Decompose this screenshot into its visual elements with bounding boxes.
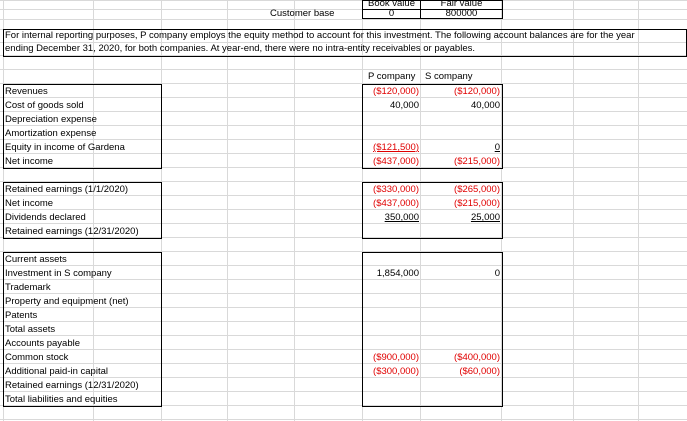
intro-line-2: ending December 31, 2020, for both companies. At year-end, there were no intra-entity receivables or payables.	[5, 43, 475, 54]
revenues-s-value[interactable]: ($120,000)	[454, 86, 500, 97]
row-label-total-liabilities-equities: Total liabilities and equities	[5, 394, 118, 405]
s-company-column-header: S company	[425, 71, 473, 82]
cogs-p-value[interactable]: 40,000	[389, 100, 419, 111]
row-label-amortization-expense: Amortization expense	[5, 128, 97, 139]
row-label-investment-in-s: Investment in S company	[5, 268, 112, 279]
row-label-total-assets: Total assets	[5, 324, 56, 335]
apic-p-value[interactable]: ($300,000)	[373, 366, 419, 377]
row-label-patents: Patents	[5, 310, 38, 321]
equity-income-p-value[interactable]: ($121,500)	[373, 142, 419, 153]
book-value-header: Book value	[367, 0, 415, 9]
net-income-s-value[interactable]: ($215,000)	[454, 156, 500, 167]
re-net-income-s-value[interactable]: ($215,000)	[454, 198, 500, 209]
common-stock-s-value[interactable]: ($400,000)	[454, 352, 500, 363]
row-label-property-equipment: Property and equipment (net)	[5, 296, 129, 307]
row-label-retained-earnings-bs: Retained earnings (12/31/2020)	[5, 380, 139, 391]
row-label-equity-in-income: Equity in income of Gardena	[5, 142, 125, 153]
customer-base-book-value[interactable]: 0	[388, 8, 395, 19]
intro-line-1: For internal reporting purposes, P company employs the equity method to account for this investment. The following account balances are for the year	[5, 30, 635, 41]
apic-s-value[interactable]: ($60,000)	[459, 366, 500, 377]
row-label-retained-earnings-ending: Retained earnings (12/31/2020)	[5, 226, 139, 237]
dividends-p-value[interactable]: 350,000	[384, 212, 419, 223]
equity-income-s-value[interactable]: 0	[494, 142, 500, 153]
net-income-p-value[interactable]: ($437,000)	[373, 156, 419, 167]
dividends-s-value[interactable]: 25,000	[470, 212, 500, 223]
row-label-common-stock: Common stock	[5, 352, 69, 363]
p-company-column-header: P company	[368, 71, 416, 82]
customer-base-fair-value[interactable]: 800000	[445, 8, 478, 19]
row-label-cost-of-goods-sold: Cost of goods sold	[5, 100, 84, 111]
re-beginning-s-value[interactable]: ($265,000)	[454, 184, 500, 195]
cogs-s-value[interactable]: 40,000	[470, 100, 500, 111]
revenues-p-value[interactable]: ($120,000)	[373, 86, 419, 97]
investment-s-value[interactable]: 0	[494, 268, 500, 279]
common-stock-p-value[interactable]: ($900,000)	[373, 352, 419, 363]
row-label-current-assets: Current assets	[5, 254, 67, 265]
fair-value-header: Fair value	[440, 0, 483, 9]
row-label-retained-earnings-beginning: Retained earnings (1/1/2020)	[5, 184, 129, 195]
investment-p-value[interactable]: 1,854,000	[376, 268, 419, 279]
row-label-trademark: Trademark	[5, 282, 51, 293]
customer-base-label: Customer base	[270, 8, 335, 19]
row-label-dividends-declared: Dividends declared	[5, 212, 86, 223]
row-label-additional-paid-in-capital: Additional paid-in capital	[5, 366, 108, 377]
row-label-accounts-payable: Accounts payable	[5, 338, 80, 349]
row-label-depreciation-expense: Depreciation expense	[5, 114, 97, 125]
row-label-net-income-re: Net income	[5, 198, 54, 209]
row-label-revenues: Revenues	[5, 86, 48, 97]
re-net-income-p-value[interactable]: ($437,000)	[373, 198, 419, 209]
re-beginning-p-value[interactable]: ($330,000)	[373, 184, 419, 195]
row-label-net-income: Net income	[5, 156, 54, 167]
